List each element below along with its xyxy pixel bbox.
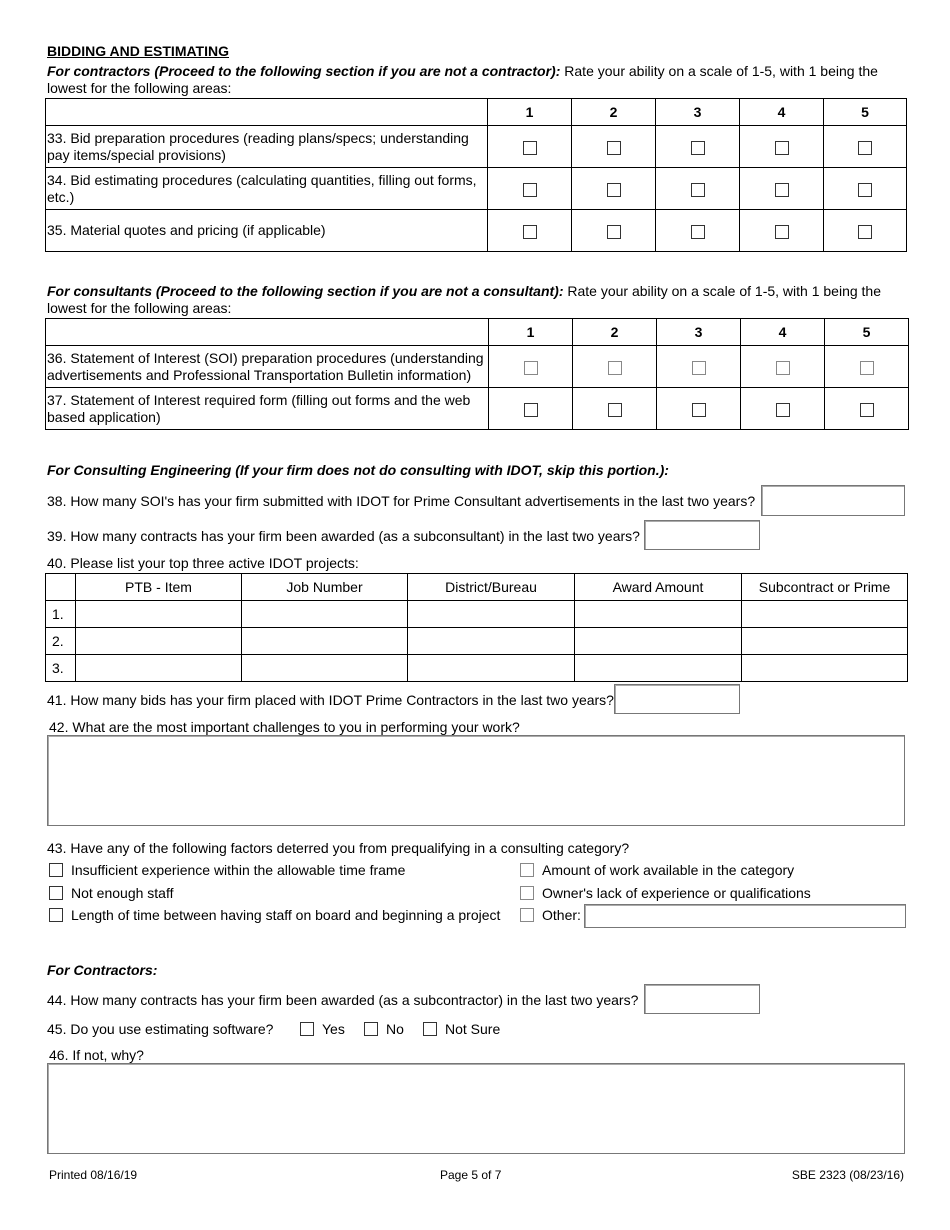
question-44: 44. How many contracts has your firm been awarded (as a subcontractor) in the last two years? [47, 992, 639, 1008]
factor-label: Not enough staff [71, 885, 174, 901]
footer-printed-date: Printed 08/16/19 [49, 1168, 138, 1182]
ptb-item-cell[interactable] [76, 655, 242, 682]
consultants-intro [47, 283, 907, 317]
question-41: 41. How many bids has your firm placed with IDOT Prime Contractors in the last two years? [47, 692, 614, 708]
job-number-header: Job Number [242, 574, 408, 601]
rating-row-37 [46, 388, 909, 430]
q36-rate-1-checkbox[interactable] [524, 361, 538, 375]
q45-not-sure-checkbox[interactable] [423, 1022, 437, 1036]
award-amount-cell[interactable] [575, 655, 742, 682]
question-38: 38. How many SOI's has your firm submitted with IDOT for Prime Consultant advertisements in the last two years? [47, 493, 756, 509]
q33-rate-5-checkbox[interactable] [858, 141, 872, 155]
rating-row-36 [46, 346, 909, 388]
q35-rate-5-checkbox[interactable] [858, 225, 872, 239]
factor-other-checkbox[interactable] [520, 908, 534, 922]
footer-form-id: SBE 2323 (08/23/16) [791, 1168, 904, 1182]
q33-rate-1-checkbox[interactable] [523, 141, 537, 155]
scale-5-header: 5 [824, 99, 907, 126]
consultants-intro-bold: For consultants (Proceed to the following section if you are not a consultant): [47, 283, 564, 299]
factor-length-of-time-checkbox[interactable] [49, 908, 63, 922]
q37-rate-4-checkbox[interactable] [776, 403, 790, 417]
question-34: 34. Bid estimating procedures (calculating quantities, filling out forms, etc.) [46, 168, 488, 210]
q45-option-label: Yes [322, 1021, 345, 1037]
q34-rate-3-checkbox[interactable] [691, 183, 705, 197]
row-number: 3. [46, 655, 76, 682]
subcontract-prime-cell[interactable] [742, 601, 908, 628]
factor-owners-lack-checkbox[interactable] [520, 886, 534, 900]
q35-rate-3-checkbox[interactable] [691, 225, 705, 239]
question-43: 43. Have any of the following factors deterred you from prequalifying in a consulting category? [47, 840, 630, 856]
question-40: 40. Please list your top three active IDOT projects: [47, 555, 359, 571]
contractors-intro-text: Rate your ability on a scale of 1-5, with 1 being the lowest for the following areas: [47, 63, 878, 96]
ptb-item-cell[interactable] [76, 628, 242, 655]
consulting-engineering-heading: For Consulting Engineering (If your firm does not do consulting with IDOT, skip this portion.): [47, 462, 669, 478]
job-number-cell[interactable] [242, 655, 408, 682]
q34-rate-1-checkbox[interactable] [523, 183, 537, 197]
for-contractors-heading: For Contractors: [47, 962, 158, 978]
q37-rate-2-checkbox[interactable] [608, 403, 622, 417]
scale-2-header: 2 [573, 319, 657, 346]
question-45: 45. Do you use estimating software? [47, 1021, 274, 1037]
q33-rate-4-checkbox[interactable] [775, 141, 789, 155]
question-46: 46. If not, why? [49, 1047, 144, 1063]
job-number-cell[interactable] [242, 601, 408, 628]
subcontract-prime-cell[interactable] [742, 628, 908, 655]
scale-1-header: 1 [488, 99, 572, 126]
footer-page-number: Page 5 of 7 [440, 1168, 502, 1182]
projects-table [45, 573, 908, 682]
row-number-header [46, 574, 76, 601]
row-number: 2. [46, 628, 76, 655]
factor-length-of-time[interactable] [49, 907, 500, 923]
award-amount-cell[interactable] [575, 628, 742, 655]
ptb-item-header: PTB - Item [76, 574, 242, 601]
header-blank [46, 319, 489, 346]
factor-label: Amount of work available in the category [542, 862, 795, 878]
q37-rate-5-checkbox[interactable] [860, 403, 874, 417]
q37-rate-3-checkbox[interactable] [692, 403, 706, 417]
factor-other[interactable] [520, 907, 581, 923]
q45-option-not-sure[interactable] [423, 1021, 500, 1037]
district-bureau-cell[interactable] [408, 601, 575, 628]
factor-label: Owner's lack of experience or qualifications [542, 885, 811, 901]
section-title: BIDDING AND ESTIMATING [47, 43, 229, 59]
question-36: 36. Statement of Interest (SOI) preparation procedures (understanding advertisements and Professional Transportation Bulletin information) [46, 346, 489, 388]
scale-3-header: 3 [656, 99, 740, 126]
factor-not-enough-staff[interactable] [49, 885, 173, 901]
factor-insufficient-experience-checkbox[interactable] [49, 863, 63, 877]
factor-label: Other: [542, 907, 581, 923]
q33-rate-2-checkbox[interactable] [607, 141, 621, 155]
contractors-rating-table [45, 98, 907, 252]
subcontract-prime-cell[interactable] [742, 655, 908, 682]
scale-1-header: 1 [489, 319, 573, 346]
row-number: 1. [46, 601, 76, 628]
factor-not-enough-staff-checkbox[interactable] [49, 886, 63, 900]
q41-answer-input[interactable] [614, 684, 740, 714]
factor-amount-of-work-checkbox[interactable] [520, 863, 534, 877]
factor-label: Insufficient experience within the allowable time frame [71, 862, 406, 878]
q35-rate-1-checkbox[interactable] [523, 225, 537, 239]
q37-rate-1-checkbox[interactable] [524, 403, 538, 417]
q45-option-no[interactable] [364, 1021, 404, 1037]
factor-label: Length of time between having staff on board and beginning a project [71, 907, 501, 923]
q45-yes-checkbox[interactable] [300, 1022, 314, 1036]
scale-4-header: 4 [740, 99, 824, 126]
scale-5-header: 5 [825, 319, 909, 346]
q39-answer-input[interactable] [644, 520, 760, 550]
ptb-item-cell[interactable] [76, 601, 242, 628]
q45-option-label: No [386, 1021, 404, 1037]
rating-row-33 [46, 126, 907, 168]
q34-rate-5-checkbox[interactable] [858, 183, 872, 197]
question-37: 37. Statement of Interest required form (filling out forms and the web based application) [46, 388, 489, 430]
job-number-cell[interactable] [242, 628, 408, 655]
factor-amount-of-work[interactable] [520, 862, 794, 878]
q33-rate-3-checkbox[interactable] [691, 141, 705, 155]
scale-2-header: 2 [572, 99, 656, 126]
question-35: 35. Material quotes and pricing (if applicable) [46, 210, 488, 252]
q45-option-label: Not Sure [445, 1021, 501, 1037]
scale-4-header: 4 [741, 319, 825, 346]
question-39: 39. How many contracts has your firm been awarded (as a subconsultant) in the last two years? [47, 528, 640, 544]
district-bureau-cell[interactable] [408, 628, 575, 655]
table-row [46, 628, 908, 655]
q44-answer-input[interactable] [644, 984, 760, 1014]
q35-rate-2-checkbox[interactable] [607, 225, 621, 239]
q36-rate-5-checkbox[interactable] [860, 361, 874, 375]
q34-rate-4-checkbox[interactable] [775, 183, 789, 197]
table-row [46, 601, 908, 628]
q36-rate-2-checkbox[interactable] [608, 361, 622, 375]
award-amount-cell[interactable] [575, 601, 742, 628]
scale-3-header: 3 [657, 319, 741, 346]
contractors-intro-bold: For contractors (Proceed to the following section if you are not a contractor): [47, 63, 561, 79]
contractors-intro [47, 63, 907, 97]
question-42: 42. What are the most important challenges to you in performing your work? [49, 719, 520, 735]
factor-owners-lack[interactable] [520, 885, 811, 901]
district-bureau-header: District/Bureau [408, 574, 575, 601]
q45-option-yes[interactable] [300, 1021, 345, 1037]
q46-answer-textarea[interactable] [47, 1063, 905, 1154]
consultants-intro-text: Rate your ability on a scale of 1-5, with 1 being the lowest for the following areas: [47, 283, 881, 316]
rating-row-35 [46, 210, 907, 252]
header-blank [46, 99, 488, 126]
q42-answer-textarea[interactable] [47, 735, 905, 826]
award-amount-header: Award Amount [575, 574, 742, 601]
factor-other-input[interactable] [584, 904, 906, 928]
district-bureau-cell[interactable] [408, 655, 575, 682]
q45-no-checkbox[interactable] [364, 1022, 378, 1036]
factor-insufficient-experience[interactable] [49, 862, 405, 878]
table-row [46, 655, 908, 682]
question-33: 33. Bid preparation procedures (reading plans/specs; understanding pay items/special provisions) [46, 126, 488, 168]
q35-rate-4-checkbox[interactable] [775, 225, 789, 239]
q34-rate-2-checkbox[interactable] [607, 183, 621, 197]
subcontract-prime-header: Subcontract or Prime [742, 574, 908, 601]
q36-rate-4-checkbox[interactable] [776, 361, 790, 375]
consultants-rating-table [45, 318, 909, 430]
rating-row-34 [46, 168, 907, 210]
q36-rate-3-checkbox[interactable] [692, 361, 706, 375]
q38-answer-input[interactable] [761, 485, 905, 516]
